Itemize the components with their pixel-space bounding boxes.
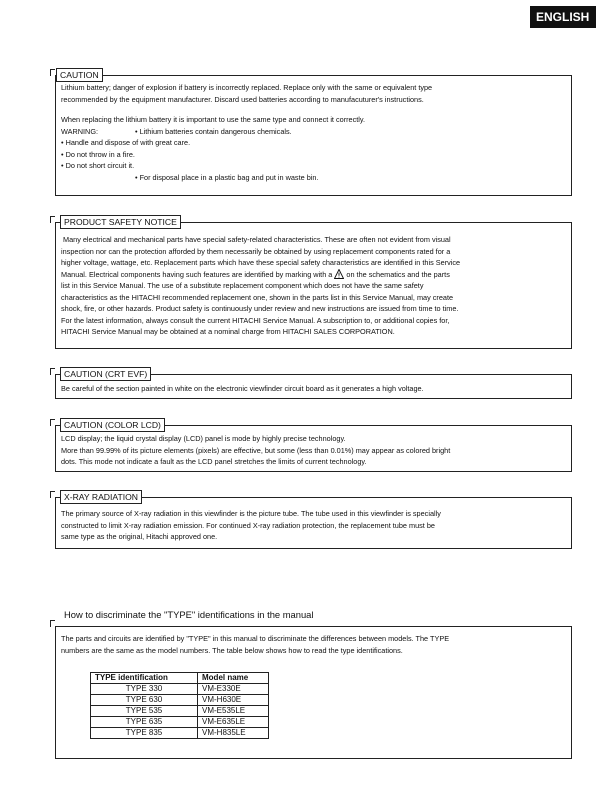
model-cell: VM-H630E (198, 695, 269, 706)
caution-crt-evf-title: CAUTION (CRT EVF) (60, 367, 151, 381)
type-cell: TYPE 535 (91, 706, 198, 717)
type-cell: TYPE 635 (91, 717, 198, 728)
xray-radiation-box (55, 492, 572, 549)
model-cell: VM-E330E (198, 684, 269, 695)
caution-color-lcd-title: CAUTION (COLOR LCD) (60, 418, 165, 432)
warning-item: • Do not throw in a fire. (61, 149, 135, 159)
type-cell: TYPE 835 (91, 728, 198, 739)
caution-text-line: recommended by the equipment manufacturer. Discard used batteries according to manufacuturer's instructions. (61, 94, 424, 104)
safety-text-line (61, 269, 566, 281)
table-row (91, 684, 269, 695)
warning-triangle-icon (334, 269, 344, 279)
safety-text-line: higher voltage, wattage, etc. Replacement parts which have these special safety characteristics are identified in this Service (61, 258, 461, 267)
table-row (91, 728, 269, 739)
crt-text-line: Be careful of the section painted in white on the electronic viewfinder circuit board as it generates a high voltage. (61, 384, 424, 393)
safety-text-line: characteristics as the HITACHI recommended replacement one, shown in the parts list in this Service Manual, may create (61, 292, 454, 302)
table-row (91, 717, 269, 728)
table-header-type: TYPE identification (91, 673, 198, 684)
safety-text-line: For the latest information, always consult the current HITACHI Service Manual. A subscription to, or additional copies for, (61, 315, 450, 325)
lcd-text-line: LCD display; the liquid crystal display (LCD) panel is mode by highly precise technology. (61, 434, 346, 443)
warning-item: • Do not short circuit it. (61, 161, 135, 170)
product-safety-box (55, 217, 572, 349)
table-row (91, 695, 269, 706)
safety-text-line: inspection nor can the protection afforded by them necessarily be obtained by using replacement components rated for a (61, 246, 451, 256)
safety-text-part: on the schematics and the parts (346, 269, 450, 279)
type-section-box (55, 626, 572, 759)
type-cell: TYPE 630 (91, 695, 198, 706)
safety-text-line: shock, fire, or other hazards. Product safety is continuously under review and new instructions are issued from time to time. (61, 304, 459, 313)
type-table (90, 672, 269, 739)
xray-text-line: constructed to limit X-ray radiation emission. For continued X-ray radiation protection, the replacement tube must be (61, 520, 435, 530)
language-tab: ENGLISH (530, 6, 596, 28)
warning-label: WARNING: (61, 126, 99, 136)
caution-crt-evf-box (55, 369, 572, 399)
model-cell: VM-H835LE (198, 728, 269, 739)
table-header-model: Model name (198, 673, 269, 684)
caution-title: CAUTION (56, 68, 103, 82)
xray-radiation-title: X-RAY RADIATION (60, 490, 142, 504)
warning-item: • Handle and dispose of with great care. (61, 138, 191, 147)
type-text-line: The parts and circuits are identified by "TYPE" in this manual to discriminate the differences between models. The TYPE (61, 634, 450, 643)
safety-text-part: Manual. Electrical components having such features are identified by marking with a (61, 269, 333, 279)
warning-item: • For disposal place in a plastic bag and put in waste bin. (135, 172, 319, 182)
table-header-row (91, 673, 269, 684)
lcd-text-line: dots. This mode not indicate a fault as the LCD panel stretches the limits of current technology. (61, 457, 367, 466)
caution-text-line: When replacing the lithium battery it is important to use the same type and connect it correctly. (61, 115, 366, 124)
safety-text-line: HITACHI Service Manual may be obtained at a nominal charge from HITACHI SALES CORPORATION. (61, 327, 395, 336)
xray-text-line: The primary source of X-ray radiation in this viewfinder is the picture tube. The tube used in this viewfinder is specially (61, 509, 441, 518)
safety-text-line: Many electrical and mechanical parts have special safety-related characteristics. These are often not evident from visual (63, 235, 451, 244)
product-safety-title: PRODUCT SAFETY NOTICE (60, 215, 181, 229)
model-cell: VM-E535LE (198, 706, 269, 717)
warning-row (61, 126, 566, 138)
caution-box (55, 70, 572, 196)
xray-text-line: same type as the original, Hitachi approved one. (61, 532, 218, 541)
type-text-line: numbers are the same as the model numbers. The table below shows how to read the type identifications. (61, 645, 403, 655)
caution-color-lcd-box (55, 420, 572, 472)
type-section-heading: How to discriminate the "TYPE" identifications in the manual (64, 609, 314, 620)
safety-text-line: list in this Service Manual. The use of a substitute replacement component which does not have the same safety (61, 281, 424, 290)
type-cell: TYPE 330 (91, 684, 198, 695)
model-cell: VM-E635LE (198, 717, 269, 728)
lcd-text-line: More than 99.99% of its picture elements (pixels) are effective, but some (less than 0.01%) may appear as colored bright (61, 445, 451, 455)
caution-text-line: Lithium battery; danger of explosion if battery is incorrectly replaced. Replace only with the same or equivalent type (61, 83, 433, 92)
table-row (91, 706, 269, 717)
warning-item: • Lithium batteries contain dangerous chemicals. (135, 126, 292, 136)
